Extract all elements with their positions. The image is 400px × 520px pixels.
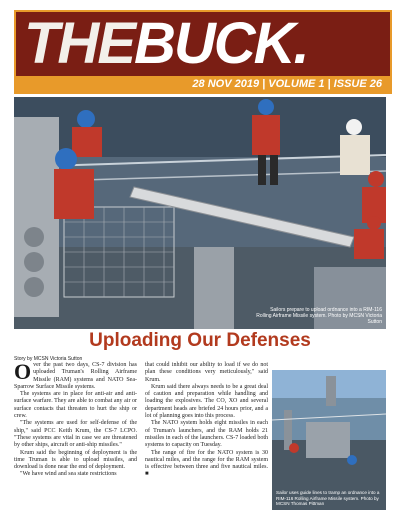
article-column-2 [145, 362, 268, 479]
side-photo [272, 370, 386, 510]
paragraph-text: ver the past two days, CS-7 division has uploaded Truman's Rolling Airframe Missile (RAM) systems and NATO Sea-Sparrow Surface Missile systems. [14, 362, 137, 390]
title-the: THE [24, 11, 134, 76]
title-buck: BUCK. [134, 11, 308, 76]
dropcap: O [14, 359, 32, 384]
article-byline: Story by MCSN Victoria Sutton [14, 356, 83, 362]
side-photo-caption: Sailor uses guide lines to tramp an ordnance into a RIM-116 Rolling Airframe Missile system. Photo by MCSN Thomas Pittman [276, 490, 380, 507]
paragraph: The NATO system holds eight missiles in each of Truman's launchers, and the RAM holds 21 missiles in each of the launchers. CS-7 loaded both systems to capacity on Tuesday. [145, 420, 268, 449]
issue-line: 28 NOV 2019 | VOLUME 1 | ISSUE 26 [192, 78, 382, 90]
article-headline: Uploading Our Defenses [89, 330, 311, 351]
paragraph: Krum said there always needs to be a great deal of caution and preparation while handling and loading the explosives. The CO, XO and several department heads are briefed 24 hours prior, and a lot of planning goes into this process. [145, 383, 268, 420]
paragraph: Krum said the beginning of deployment is the time Truman is able to upload missiles, and download is done near the end of deployment. [14, 449, 137, 471]
paragraph: "We have wind and sea state restrictions [20, 471, 117, 478]
main-photo-caption: Sailors prepare to upload ordnance into a RIM-116 Rolling Airframe Missile system. Photo by MCSN Victoria Sutton [256, 307, 382, 325]
paragraph: that could inhibit our ability to load if we do not plan these conditions very meticulously," said Krum. [145, 362, 268, 383]
masthead-title [24, 11, 308, 76]
main-photo [14, 97, 386, 329]
paragraph: The range of fire for the NATO system is 30 nautical miles, and the range for the RAM system is effective between three and five nautical miles. ■ [145, 449, 268, 478]
paragraph: The systems are in place for anti-air and anti-surface warfare. They are able to combat any air or surface contacts that threaten to hurt the ship or crew. [14, 391, 137, 420]
side-photo-illustration [272, 370, 386, 510]
main-photo-illustration [14, 97, 386, 329]
paragraph: "The systems are used for self-defense of the ship," said PCC Keith Krum, the CS-7 LCPO. "These systems are vital in case we are threatened by other ships, aircraft or anti-ship missiles." [14, 420, 137, 449]
masthead [14, 10, 392, 94]
